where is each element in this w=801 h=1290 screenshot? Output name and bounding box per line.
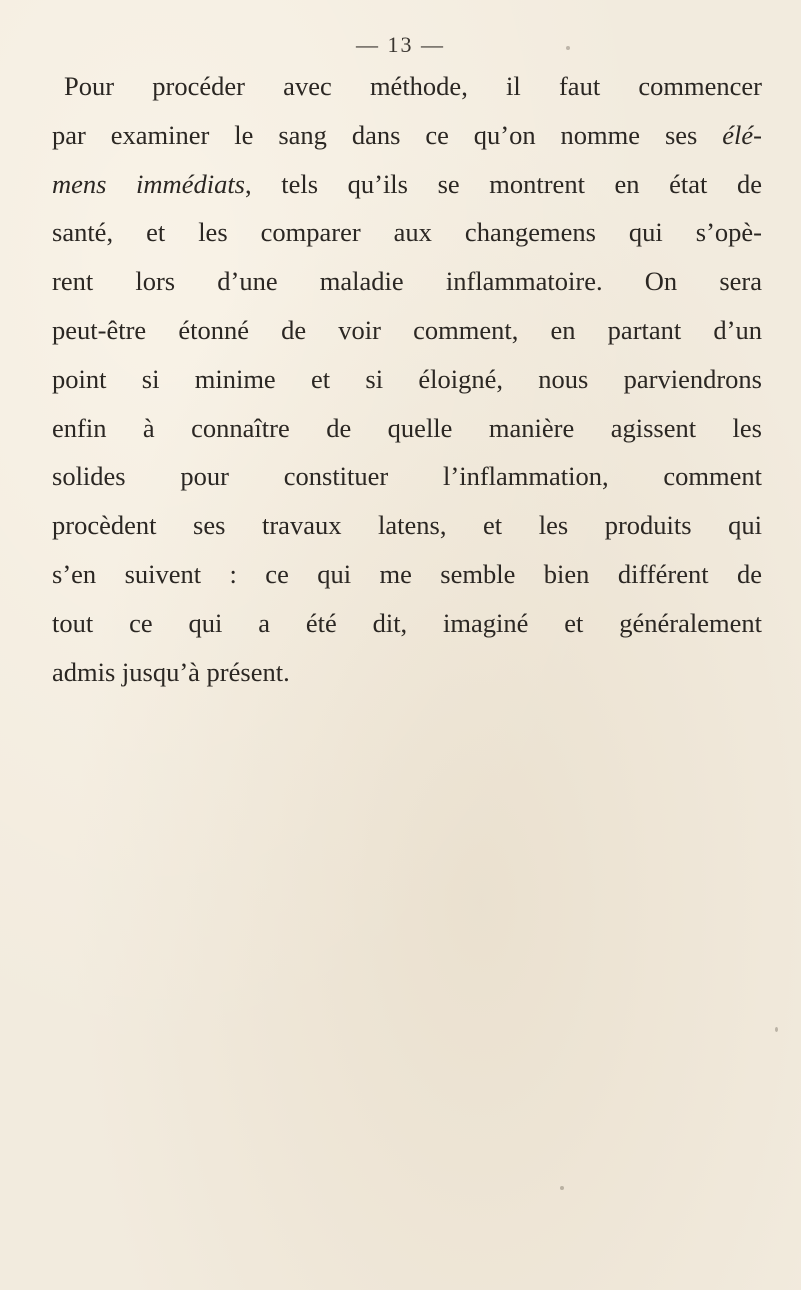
paper-speck bbox=[566, 46, 570, 50]
paper-speck bbox=[560, 1186, 564, 1190]
text-line-9: solides pour constituer l’inflammation, comment bbox=[52, 461, 762, 492]
text-line-13: admis jusqu’à présent. bbox=[52, 656, 290, 687]
page-number: — 13 — bbox=[356, 32, 445, 57]
text-line-5: rent lors d’une maladie inflammatoire. On sera bbox=[52, 266, 762, 297]
body-paragraph bbox=[52, 62, 762, 696]
text-line-12: tout ce qui a été dit, imaginé et généralement bbox=[52, 607, 762, 638]
text-line-2 bbox=[52, 111, 762, 160]
text-line-3-main: , tels qu’ils se montrent en état de bbox=[245, 168, 762, 199]
text-line-10: procèdent ses travaux latens, et les produits qui bbox=[52, 510, 762, 541]
text-line-2-italic: élé- bbox=[722, 119, 763, 150]
text-line-3-italic: mens immédiats bbox=[52, 168, 245, 199]
text-line-3 bbox=[52, 160, 762, 209]
text-line-8: enfin à connaître de quelle manière agissent les bbox=[52, 412, 762, 443]
text-line-11: s’en suivent : ce qui me semble bien différent de bbox=[52, 558, 762, 589]
text-line-6: peut-être étonné de voir comment, en partant d’un bbox=[52, 314, 762, 345]
paper-speck bbox=[775, 1027, 778, 1032]
text-line-2-main: par examiner le sang dans ce qu’on nomme ses bbox=[52, 119, 698, 150]
text-line-1: Pour procéder avec méthode, il faut commencer bbox=[64, 71, 762, 101]
text-line-7: point si minime et si éloigné, nous parviendrons bbox=[52, 363, 762, 394]
text-line-4: santé, et les comparer aux changemens qui s’opè- bbox=[52, 217, 762, 248]
